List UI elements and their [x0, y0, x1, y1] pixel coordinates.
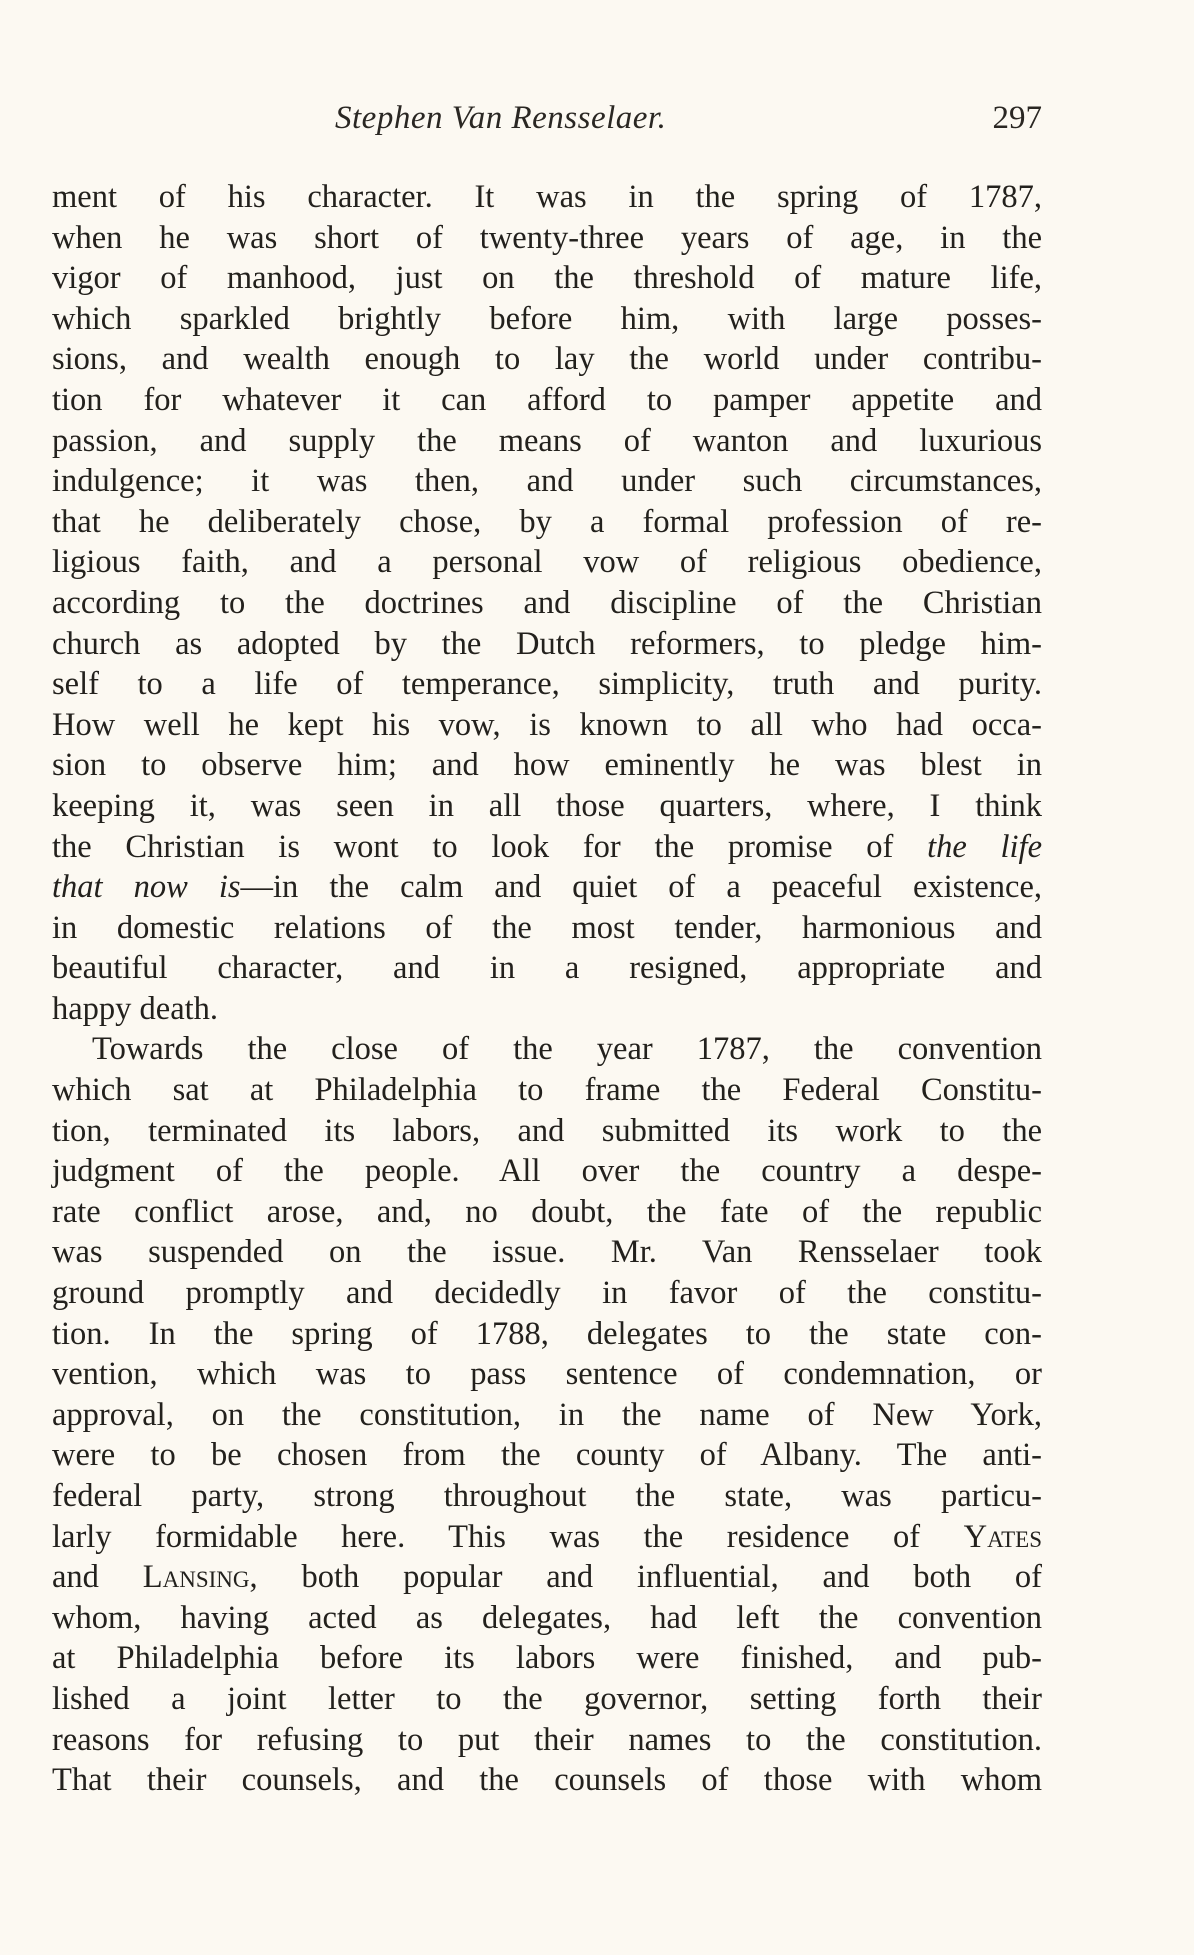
- text-line: tion, terminated its labors, and submitted its work to the: [52, 1112, 1042, 1149]
- text-segment: the Christian is wont to look for the promise of: [52, 828, 894, 865]
- text-line: rate conflict arose, and, no doubt, the fate of the republic: [52, 1193, 1042, 1230]
- text-line: were to be chosen from the county of Albany. The anti-: [52, 1437, 1042, 1474]
- text-line: [52, 827, 1042, 868]
- text-line: was suspended on the issue. Mr. Van Rensselaer took: [52, 1234, 1042, 1271]
- text-line: tion. In the spring of 1788, delegates to the state con-: [52, 1315, 1042, 1352]
- text-line: according to the doctrines and discipline of the Christian: [52, 584, 1042, 621]
- text-line: when he was short of twenty-three years of age, in the: [52, 219, 1042, 256]
- text-line: reasons for refusing to put their names to the constitution.: [52, 1721, 1042, 1758]
- text-line: ment of his character. It was in the spring of 1787,: [52, 179, 1042, 215]
- text-line: in domestic relations of the most tender, harmonious and: [52, 909, 1042, 946]
- text-line: judgment of the people. All over the country a despe-: [52, 1153, 1042, 1190]
- text-segment: —in the calm and quiet of a peaceful existence,: [240, 869, 1043, 906]
- text-line: sions, and wealth enough to lay the world under contribu-: [52, 341, 1042, 378]
- italic-phrase: the life: [927, 828, 1043, 865]
- text-line: How well he kept his vow, is known to all who had occa-: [52, 706, 1042, 743]
- small-caps-name: Yates: [963, 1518, 1043, 1555]
- text-line: happy death.: [52, 990, 219, 1027]
- text-line: approval, on the constitution, in the name of New York,: [52, 1396, 1042, 1433]
- text-line: federal party, strong throughout the state, was particu-: [52, 1478, 1042, 1514]
- text-line: [52, 1517, 1042, 1558]
- text-line: which sat at Philadelphia to frame the Federal Constitu-: [52, 1072, 1042, 1109]
- text-line: passion, and supply the means of wanton and luxurious: [52, 422, 1042, 459]
- text-line: vigor of manhood, just on the threshold of mature life,: [52, 260, 1042, 297]
- text-line: ligious faith, and a personal vow of religious obedience,: [52, 544, 1042, 581]
- text-segment: and: [52, 1559, 99, 1596]
- text-line: whom, having acted as delegates, had left the convention: [52, 1599, 1042, 1636]
- text-line: [52, 1557, 1042, 1598]
- text-line: indulgence; it was then, and under such circumstances,: [52, 463, 1042, 500]
- text-line: That their counsels, and the counsels of those with whom: [52, 1762, 1042, 1799]
- text-line: church as adopted by the Dutch reformers, to pledge him-: [52, 625, 1042, 662]
- text-line: ground promptly and decidedly in favor of the constitu-: [52, 1275, 1042, 1312]
- text-line: sion to observe him; and how eminently he was blest in: [52, 747, 1042, 784]
- text-line: that he deliberately chose, by a formal profession of re-: [52, 503, 1042, 540]
- small-caps-name: Lansing,: [142, 1559, 258, 1596]
- text-line: which sparkled brightly before him, with large posses-: [52, 300, 1042, 337]
- page-number: 297: [992, 100, 1042, 136]
- text-line: Towards the close of the year 1787, the convention: [92, 1031, 1042, 1068]
- text-line: vention, which was to pass sentence of condemnation, or: [52, 1356, 1042, 1393]
- text-segment: both popular and influential, and both of: [301, 1559, 1042, 1596]
- text-line: keeping it, was seen in all those quarters, where, I think: [52, 787, 1042, 824]
- running-title: Stephen Van Rensselaer.: [335, 100, 667, 136]
- text-segment: larly formidable here. This was the residence of: [52, 1518, 921, 1555]
- text-line: lished a joint letter to the governor, setting forth their: [52, 1680, 1042, 1717]
- page-header: [52, 100, 1042, 150]
- text-line: tion for whatever it can afford to pamper appetite and: [52, 381, 1042, 418]
- body-text: [52, 177, 1042, 1801]
- text-line: self to a life of temperance, simplicity, truth and purity.: [52, 666, 1042, 703]
- text-line: beautiful character, and in a resigned, appropriate and: [52, 950, 1042, 987]
- text-line: [52, 867, 1042, 908]
- italic-phrase: that now is: [52, 869, 241, 906]
- text-line: at Philadelphia before its labors were finished, and pub-: [52, 1640, 1042, 1677]
